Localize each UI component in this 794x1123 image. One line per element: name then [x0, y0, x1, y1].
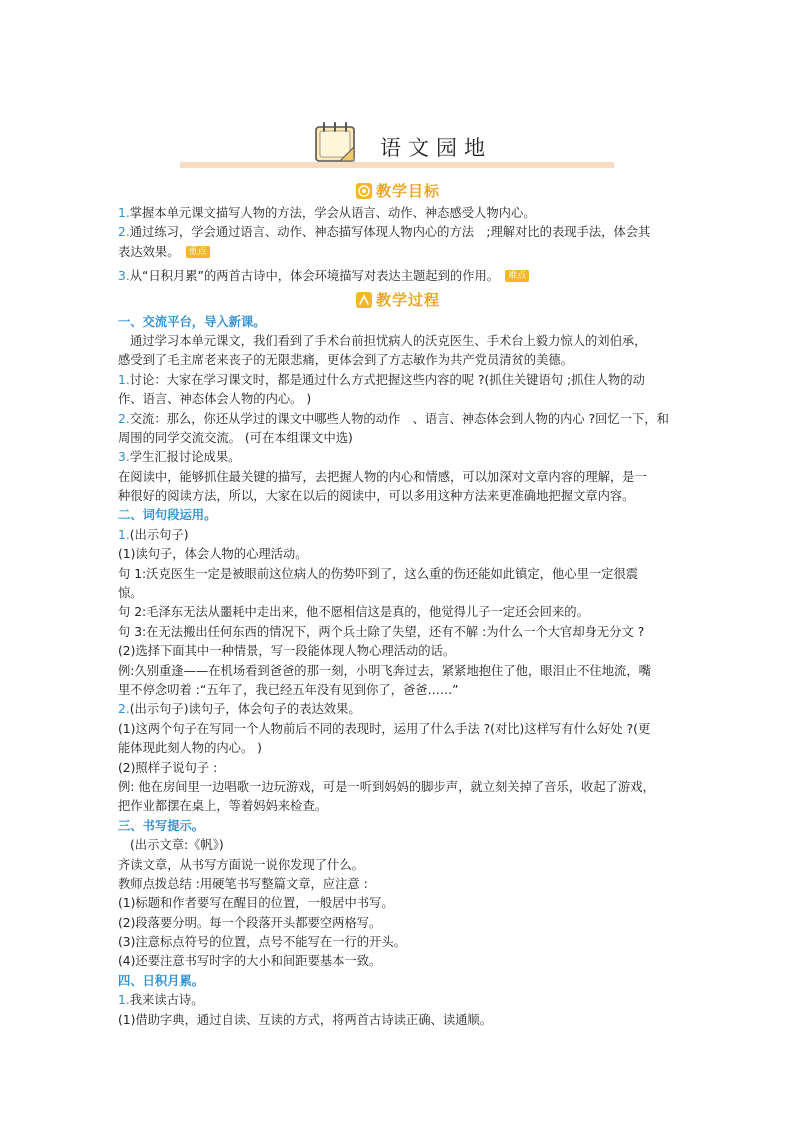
section-1-summary-line-2: 种很好的阅读方法，所以，大家在以后的阅读中，可以多用这种方法来更准确地把握文章内容。: [118, 489, 635, 504]
section-1-item-1: 1.讨论：大家在学习课文时，都是通过什么方式把握这些内容的呢 ?(抓住关键语句 ;抓住人物的动: [118, 372, 645, 387]
sentence-1-line-2: 惊。: [118, 586, 143, 601]
section-2-item-2: 2.(出示句子)读句子，体会句子的表达效果。: [118, 702, 361, 717]
section-1-item-2: 2.交流：那么，你还从学过的课文中哪些人物的动作 、语言、神态体会到人物的内心 ?回忆一下，和: [118, 411, 669, 426]
goal-item-3: 3.从“日积月累”的两首古诗中，体会环境描写对表达主题起到的作用。 难点: [118, 267, 678, 286]
section-2-sub-3-line-1: (1)这两个句子在写同一个人物前后不同的表现时，运用了什么手法 ?(对比)这样写有什么好处 ?(更: [118, 721, 651, 736]
goals-heading: 教学目标: [118, 179, 678, 203]
section-2-sub-1: (1)读句子，体会人物的心理活动。: [118, 547, 308, 562]
notepad-icon: [310, 118, 360, 166]
section-3-heading: 三、书写提示。: [118, 818, 205, 833]
section-1-summary-line-1: 在阅读中，能够抓住最关键的描写，去把握人物的内心和情感，可以加深对文章内容的理解，是一: [118, 469, 647, 484]
process-icon: [356, 292, 372, 308]
section-1-item-3: 3.学生汇报讨论成果。: [118, 450, 241, 465]
difficulty-badge: 难点: [505, 270, 529, 282]
lesson-content: [118, 178, 678, 1030]
key-point-badge: 重点: [186, 246, 210, 258]
section-2-sub-3-line-2: 能体现此刻人物的内心。 ): [118, 741, 262, 756]
section-2-sub-4: (2)照样子说句子 :: [118, 760, 218, 775]
section-2-heading: 二、词句段运用。: [118, 508, 217, 523]
section-4-item-1: 1.我来读古诗。: [118, 993, 204, 1008]
sentence-1-line-1: 句 1:沃克医生一定是被眼前这位病人的伤势吓到了，这么重的伤还能如此镇定，他心里一定很震: [118, 566, 639, 581]
page-header: [180, 118, 614, 172]
writing-point-1: (1)标题和作者要写在醒目的位置，一般居中书写。: [118, 896, 394, 911]
target-icon: [356, 183, 372, 199]
goal-item-1: 1.掌握本单元课文描写人物的方法，学会从语言、动作、神态感受人物内心。: [118, 206, 536, 220]
section-3-show: (出示文章:《帆》): [130, 838, 224, 853]
section-2-sub-2: (2)选择下面其中一种情景，写一段能体现人物心理活动的话。: [118, 644, 456, 659]
section-4-heading: 四、日积月累。: [118, 973, 205, 988]
writing-point-3: (3)注意标点符号的位置，点号不能写在一行的开头。: [118, 935, 406, 950]
example-2-line-1: 例: 他在房间里一边唱歌一边玩游戏，可是一听到妈妈的脚步声，就立刻关掉了音乐，收起了游戏，: [118, 779, 655, 794]
example-1-line-2: 里不停念叨着 :“五年了，我已经五年没有见到你了，爸爸……”: [118, 682, 459, 697]
section-1-item-2-cont: 周围的同学交流交流。 (可在本组课文中选): [118, 430, 353, 445]
section-4-sub-1: (1)借助字典，通过自读、互读的方式，将两首古诗读正确、读通顺。: [118, 1012, 493, 1027]
section-1-intro-line-1: 通过学习本单元课文，我们看到了手术台前担忧病人的沃克医生、手术台上毅力惊人的刘伯承，: [130, 333, 647, 348]
example-2-line-2: 把作业都摆在桌上，等着妈妈来检查。: [118, 799, 328, 814]
writing-point-2: (2)段落要分明。每一个段落开头都要空两格写。: [118, 915, 382, 930]
example-1-line-1: 例:久别重逢——在机场看到爸爸的那一刻，小明飞奔过去，紧紧地抱住了他，眼泪止不住地流，嘴: [118, 663, 651, 678]
goal-item-2-cont: 表达效果。 重点: [118, 243, 678, 262]
section-1-item-1-cont: 作、语言、神态体会人物的内心。 ): [118, 392, 312, 407]
section-3-teacher: 教师点拨总结 :用硬笔书写整篇文章，应注意 :: [118, 876, 368, 891]
section-1-heading: 一、交流平台，导入新课。: [118, 314, 266, 329]
sentence-3: 句 3:在无法搬出任何东西的情况下，两个兵士除了失望，还有不解 :为什么一个大官却身无分文 ?: [118, 624, 645, 639]
process-heading: 教学过程: [118, 288, 678, 312]
sentence-2: 句 2:毛泽东无法从噩耗中走出来，他不愿相信这是真的，他觉得儿子一定还会回来的。: [118, 605, 589, 620]
section-2-item-1: 1.(出示句子): [118, 527, 189, 542]
section-3-read: 齐读文章，从书写方面说一说你发现了什么。: [118, 857, 364, 872]
goal-item-2: 2.通过练习，学会通过语言、动作、神态描写体现人物内心的方法 ;理解对比的表现手法，体会其: [118, 225, 651, 240]
page-title: 语文园地: [380, 136, 492, 160]
section-1-intro-line-2: 感受到了毛主席老来丧子的无限悲痛，更体会到了方志敏作为共产党员清贫的美德。: [118, 353, 573, 368]
writing-point-4: (4)还要注意书写时字的大小和间距要基本一致。: [118, 954, 382, 969]
header-divider: [180, 162, 614, 168]
